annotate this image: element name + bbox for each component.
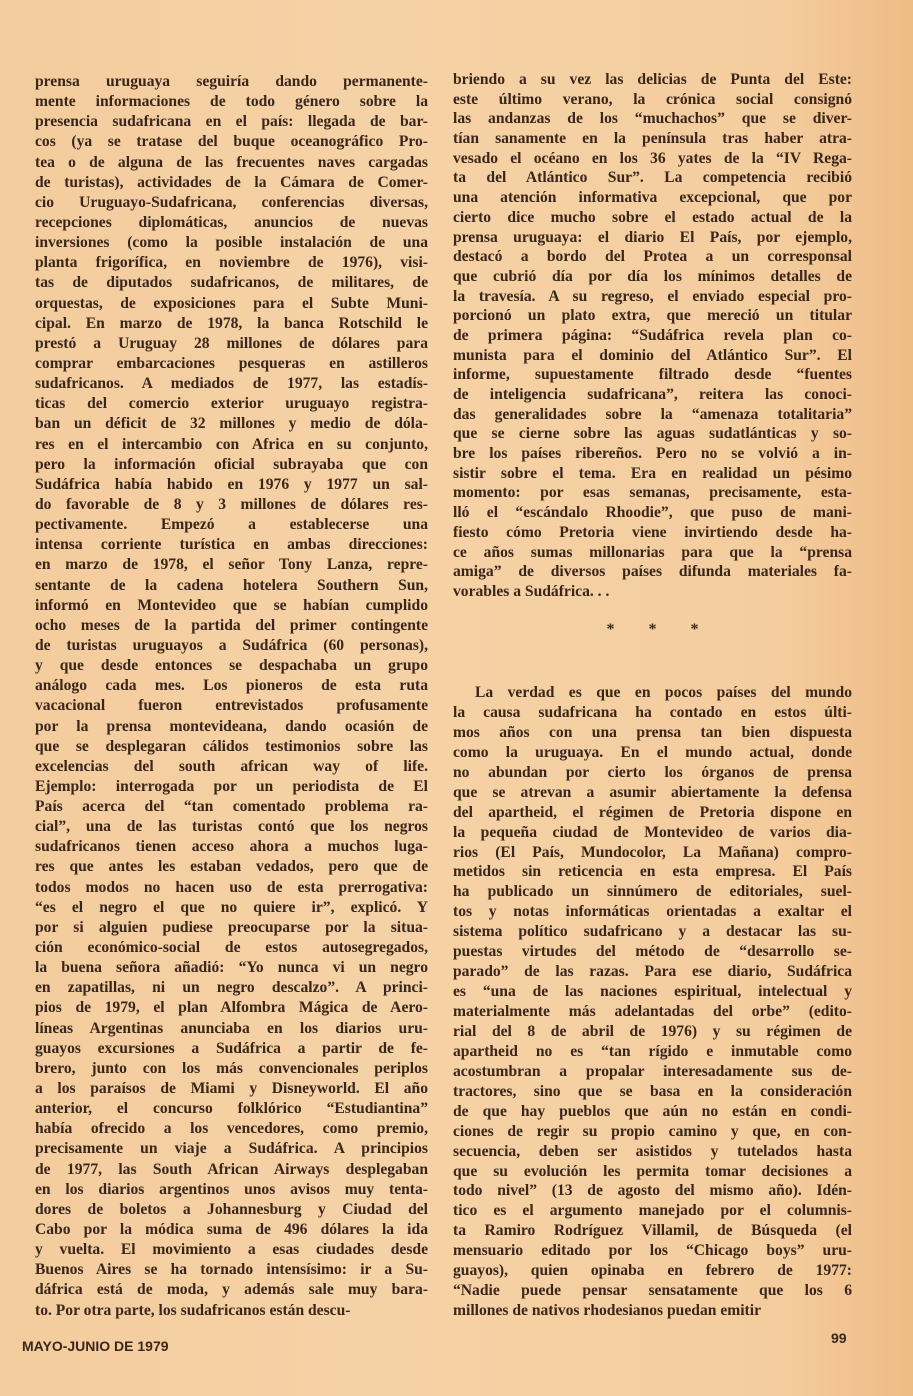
page-number: 99 — [831, 1330, 847, 1346]
text-line: sudafricanos tienen acceso ahora a muchos luga- — [35, 838, 428, 856]
text-line: ta del Atlántico Sur”. La competencia recibió — [453, 169, 852, 187]
text-line: prestó a Uruguay 28 millones de dólares para — [35, 334, 428, 352]
text-line: todos modos no hacen uso de esta prerrogativa: — [35, 878, 428, 896]
text-line: das generalidades sobre la “amenaza totalitaria” — [453, 405, 852, 423]
text-line: rios (El País, Mundocolor, La Mañana) compro- — [453, 843, 852, 861]
text-line: tea o de alguna de las frecuentes naves cargadas — [35, 153, 428, 171]
text-line: “Nadie puede pensar sensatamente que los 6 — [453, 1282, 852, 1300]
text-line: vorables a Sudáfrica. . . — [453, 582, 610, 600]
text-line: planta frigorífica, en noviembre de 1976), visi- — [35, 254, 428, 272]
text-line: res que antes les estaban vedados, pero que de — [35, 858, 428, 876]
text-line: de que hay pueblos que aún no están en condi- — [453, 1102, 852, 1120]
text-line: prensa uruguaya seguiría dando permanente- — [35, 73, 428, 90]
text-line: acostumbran a propalar interesadamente sus de- — [453, 1062, 852, 1080]
text-line: do favorable de 8 y 3 millones de dólares res- — [35, 495, 428, 513]
text-line: no abundan por cierto los órganos de prensa — [453, 763, 852, 781]
issue-date: MAYO-JUNIO DE 1979 — [22, 1338, 169, 1354]
text-line: la causa sudafricana ha contado en estos últi- — [453, 703, 852, 721]
text-line: dores de boletos a Johannesburg y Ciudad del — [35, 1200, 428, 1218]
text-line: apartheid no es “tan rígido e inmutable como — [453, 1042, 852, 1060]
text-line: millones de nativos rhodesianos puedan emitir — [453, 1302, 762, 1320]
text-line: en los diarios argentinos unos avisos muy tenta- — [35, 1180, 428, 1198]
text-line: que se atrevan a asumir abiertamente la defensa — [453, 783, 852, 801]
text-line: País acerca del “tan comentado problema ra- — [35, 798, 428, 816]
text-line: mensuario editado por los “Chicago boys” uru- — [453, 1242, 852, 1260]
text-line: tas de diputados sudafricanos, de militares, de — [35, 274, 428, 292]
text-line: cos (ya se tratase del buque oceanográfico Pro- — [35, 133, 428, 151]
text-line: que se cierne sobre las aguas sudatlánticas y so- — [453, 425, 852, 443]
text-line: briendo a su vez las delicias de Punta del Este: — [453, 71, 852, 88]
text-line: recepciones diplomáticas, anuncios de nuevas — [35, 213, 428, 231]
text-line: de inteligencia sudafricana”, reitera las conoci- — [453, 386, 852, 403]
text-line: pectivamente. Empezó a establecerse una — [35, 516, 428, 534]
text-line: del apartheid, el régimen de Pretoria dispone en — [453, 803, 852, 821]
text-line: cial”, una de las turistas contó que los negros — [35, 818, 428, 836]
text-line: inversiones (como la posible instalación de una — [35, 234, 428, 252]
text-line: comprar embarcaciones pesqueras en astilleros — [35, 354, 428, 372]
text-line: por si alguien pudiese preocuparse por la situa- — [35, 918, 428, 936]
text-line: en zapatillas, ni un negro descalzo”. A princi- — [35, 979, 428, 997]
text-line: cipal. En marzo de 1978, la banca Rotschild le — [35, 314, 428, 332]
text-line: que su evolución les permita tomar decisiones a — [453, 1162, 852, 1180]
text-line: como la uruguaya. En el mundo actual, donde — [453, 743, 852, 761]
text-line: destacó a bordo del Protea a un corresponsal — [453, 248, 852, 266]
text-line: una atención informativa excepcional, que por — [453, 189, 852, 207]
text-line: ción económico-social de estos autosegregados, — [35, 939, 428, 957]
text-line: tían sanamente en la península tras haber atra- — [453, 130, 852, 148]
text-line: presencia sudafricana en el país: llegada de bar- — [35, 113, 428, 131]
text-line: guayos), quien opinaba en febrero de 1977: — [453, 1262, 852, 1280]
text-line: y vuelta. El movimiento a esas ciudades desde — [35, 1241, 428, 1259]
text-line: sudafricanos. A mediados de 1977, las estadís- — [35, 375, 428, 393]
text-line: res en el intercambio con Africa en su conjunto, — [35, 435, 428, 453]
text-line: informe, supuestamente filtrado desde “fuentes — [453, 366, 852, 384]
text-line: ha publicado un sinnúmero de editoriales, suel- — [453, 883, 852, 901]
text-line: cierto dice mucho sobre el estado actual de la — [453, 208, 852, 226]
text-line: sentante de la cadena hotelera Southern Sun, — [35, 576, 428, 594]
text-line: excelencias del south african way of life. — [35, 757, 428, 775]
text-line: puestas virtudes del método de “desarrollo se- — [453, 943, 852, 961]
text-line: ban un déficit de 32 millones y medio de dóla- — [35, 415, 428, 433]
text-line: a los paraísos de Miami y Disneyworld. El año — [35, 1080, 428, 1098]
text-line: pero la información oficial subrayaba que con — [35, 455, 428, 473]
text-line: to. Por otra parte, los sudafricanos están descu- — [35, 1301, 351, 1319]
text-line: fiesto cómo Pretoria viene invirtiendo desde ha- — [453, 523, 852, 541]
text-line: ticas del comercio exterior uruguayo registra- — [35, 395, 428, 413]
text-line: mente informaciones de todo género sobre la — [35, 93, 428, 111]
right-column-top — [453, 70, 852, 602]
text-line: informó en Montevideo que se habían cumplido — [35, 596, 428, 614]
text-line: por la prensa montevideana, dando ocasión de — [35, 717, 428, 735]
text-line: porcionó un plato extra, que mereció un titular — [453, 307, 852, 325]
text-line: tractores, sino que se basa en la consideración — [453, 1082, 852, 1100]
text-line: de primera página: “Sudáfrica revela plan co- — [453, 326, 852, 344]
text-line: Ejemplo: interrogada por un periodista de El — [35, 777, 428, 795]
text-line: había ofrecido a los vencedores, como premio, — [35, 1120, 428, 1138]
text-line: lló el “escándalo Rhoodie”, que puso de mani- — [453, 504, 852, 522]
section-separator: * * * — [606, 621, 699, 638]
text-line: la pequeña ciudad de Montevideo de varios dia- — [453, 823, 852, 841]
text-line: todo nivel” (13 de agosto del mismo año). Idén- — [453, 1182, 852, 1200]
text-line: tico es el argumento manejado por el columnis- — [453, 1202, 852, 1220]
text-line: precisamente un viaje a Sudáfrica. A principios — [35, 1140, 428, 1158]
text-line: guayos excursiones a Sudáfrica a partir de fe- — [35, 1039, 428, 1057]
text-line: de turistas uruguayos a Sudáfrica (60 personas), — [35, 636, 428, 654]
text-line: prensa uruguaya: el diario El País, por ejemplo, — [453, 228, 852, 246]
text-line: Buenos Aires se ha tornado intensísimo: ir a Su- — [35, 1261, 428, 1279]
text-line: munista para el dominio del Atlántico Sur”. El — [453, 346, 852, 364]
text-line: en marzo de 1978, el señor Tony Lanza, repre- — [35, 556, 428, 574]
text-line: dáfrica está de moda, y además sale muy bara- — [35, 1281, 428, 1299]
text-line: orquestas, de exposiciones para el Subte Muni- — [35, 294, 428, 312]
text-line: rial del 8 de abril de 1976) y su régimen de — [453, 1022, 852, 1040]
text-line: este último verano, la crónica social consignó — [453, 90, 852, 108]
text-line: intensa corriente turística en ambas direcciones: — [35, 536, 428, 554]
text-line: que se desplegaran cálidos testimonios sobre las — [35, 737, 428, 755]
text-line: momento: por esas semanas, precisamente, esta- — [453, 484, 852, 502]
text-line: secuencia, deben ser asistidos y tutelados hasta — [453, 1142, 852, 1160]
text-line: líneas Argentinas anunciaba en los diarios uru- — [35, 1019, 428, 1037]
text-line: amiga” de diversos países difunda materiales fa- — [453, 563, 852, 581]
text-line: y que desde entonces se despachaba un grupo — [35, 657, 428, 675]
text-line: bre los países ribereños. Pero no se volvió a in- — [453, 445, 852, 463]
text-line: es “una de las naciones espiritual, intelectual y — [453, 983, 852, 1001]
text-line: sistir sobre el tema. Era en realidad un pésimo — [453, 464, 852, 482]
text-line: La verdad es que en pocos países del mundo — [475, 684, 852, 701]
text-line: materialmente más adelantadas del orbe” (edito- — [453, 1003, 852, 1020]
text-line: análogo cada mes. Los pioneros de esta ruta — [35, 677, 428, 695]
right-column-bottom — [453, 683, 852, 1321]
text-line: de turistas), actividades de la Cámara de Comer- — [35, 173, 428, 191]
text-line: anterior, el concurso folklórico “Estudiantina” — [35, 1100, 428, 1118]
text-line: que cubrió día por día los mínimos detalles de — [453, 267, 852, 285]
text-line: Sudáfrica había habido en 1976 y 1977 un sal- — [35, 475, 428, 493]
left-column — [35, 72, 428, 1321]
text-line: mos años con una prensa tan bien dispuesta — [453, 723, 852, 741]
text-line: cio Uruguayo-Sudafricana, conferencias diversas, — [35, 193, 428, 211]
text-line: ta Ramiro Rodríguez Villamil, de Búsqueda (el — [453, 1222, 852, 1240]
text-line: brero, junto con los más convencionales periplos — [35, 1059, 428, 1077]
text-line: la buena señora añadió: “Yo nunca vi un negro — [35, 959, 428, 977]
text-line: pios de 1979, el plan Alfombra Mágica de Aero- — [35, 999, 428, 1017]
text-line: ocho meses de la partida del primer contingente — [35, 616, 428, 634]
text-line: “es el negro el que no quiere ir”, explicó. Y — [35, 898, 428, 916]
text-line: ciones de regir su propio camino y que, en con- — [453, 1122, 852, 1140]
text-line: la travesía. A su regreso, el enviado especial pro- — [453, 287, 852, 305]
text-line: parado” de las razas. Para ese diario, Sudáfrica — [453, 963, 852, 981]
text-line: ce años sumas millonarias para que la “prensa — [453, 543, 852, 561]
text-line: vacacional fueron entrevistados profusamente — [35, 697, 428, 715]
text-line: vesado el océano en los 36 yates de la “IV Rega- — [453, 149, 852, 167]
text-line: de 1977, las South African Airways desplegaban — [35, 1160, 428, 1178]
text-line: sistema político sudafricano y a destacar las su- — [453, 923, 852, 941]
text-line: tos y notas informáticas orientadas a exaltar el — [453, 903, 852, 921]
text-line: Cabo por la módica suma de 496 dólares la ida — [35, 1221, 428, 1239]
text-line: las andanzas de los “muchachos” que se diver- — [453, 110, 852, 128]
text-line: metidos sin reticencia en esta empresa. El País — [453, 863, 852, 881]
